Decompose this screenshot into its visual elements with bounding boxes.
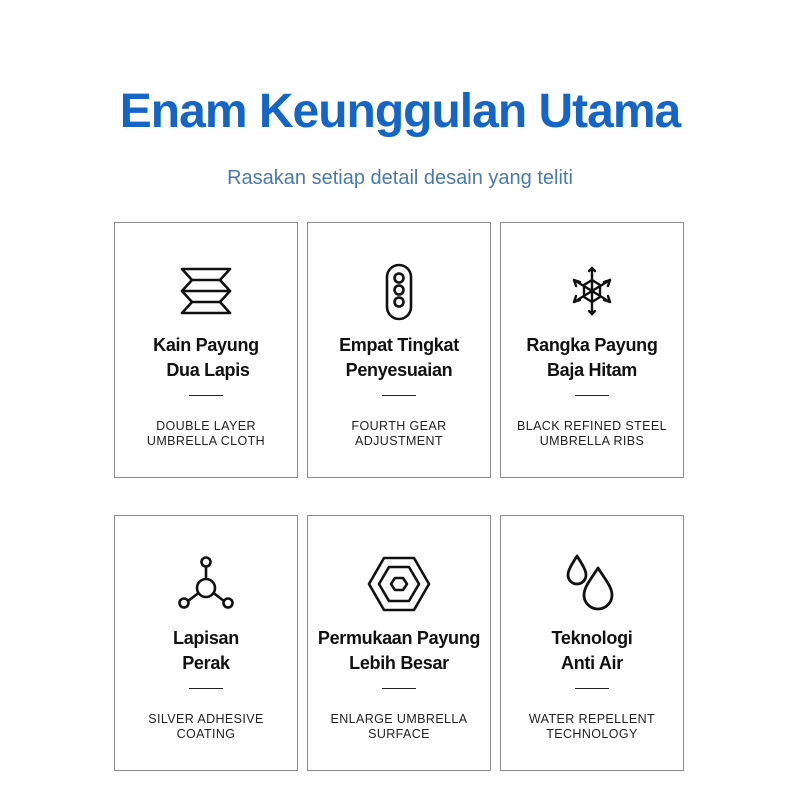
divider — [382, 688, 416, 689]
hexagon-icon — [367, 552, 431, 616]
divider — [382, 395, 416, 396]
feature-name: Permukaan Payung Lebih Besar — [317, 628, 481, 673]
divider — [575, 688, 609, 689]
page-subtitle: Rasakan setiap detail desain yang teliti — [227, 167, 573, 189]
feature-card-water-repellent — [500, 515, 684, 771]
steel-ribs-icon — [560, 259, 624, 323]
feature-name: Kain Payung Dua Lapis — [153, 335, 259, 380]
divider — [189, 688, 223, 689]
feature-card-gear-adjustment — [307, 222, 491, 478]
feature-card-larger-surface — [307, 515, 491, 771]
gear-dots-icon — [367, 259, 431, 323]
feature-name: Lapisan Perak — [173, 628, 239, 673]
feature-english-label: BLACK REFINED STEEL UMBRELLA RIBS — [516, 419, 667, 448]
feature-card-silver-coating — [114, 515, 298, 771]
page-title: Enam Keunggulan Utama — [119, 85, 681, 138]
feature-english-label: DOUBLE LAYER UMBRELLA CLOTH — [146, 419, 266, 448]
feature-english-label: WATER REPELLENT TECHNOLOGY — [528, 712, 656, 741]
feature-name: Empat Tingkat Penyesuaian — [339, 335, 459, 380]
feature-english-label: ENLARGE UMBRELLA SURFACE — [330, 712, 468, 741]
water-drops-icon — [560, 552, 624, 616]
feature-card-steel-ribs — [500, 222, 684, 478]
feature-english-label: FOURTH GEAR ADJUSTMENT — [351, 419, 447, 448]
divider — [189, 395, 223, 396]
feature-english-label: SILVER ADHESIVE COATING — [148, 712, 264, 741]
layered-cloth-icon — [174, 259, 238, 323]
molecule-icon — [174, 552, 238, 616]
divider — [575, 395, 609, 396]
feature-card-double-layer — [114, 222, 298, 478]
feature-name: Teknologi Anti Air — [551, 628, 633, 673]
feature-name: Rangka Payung Baja Hitam — [526, 335, 658, 380]
